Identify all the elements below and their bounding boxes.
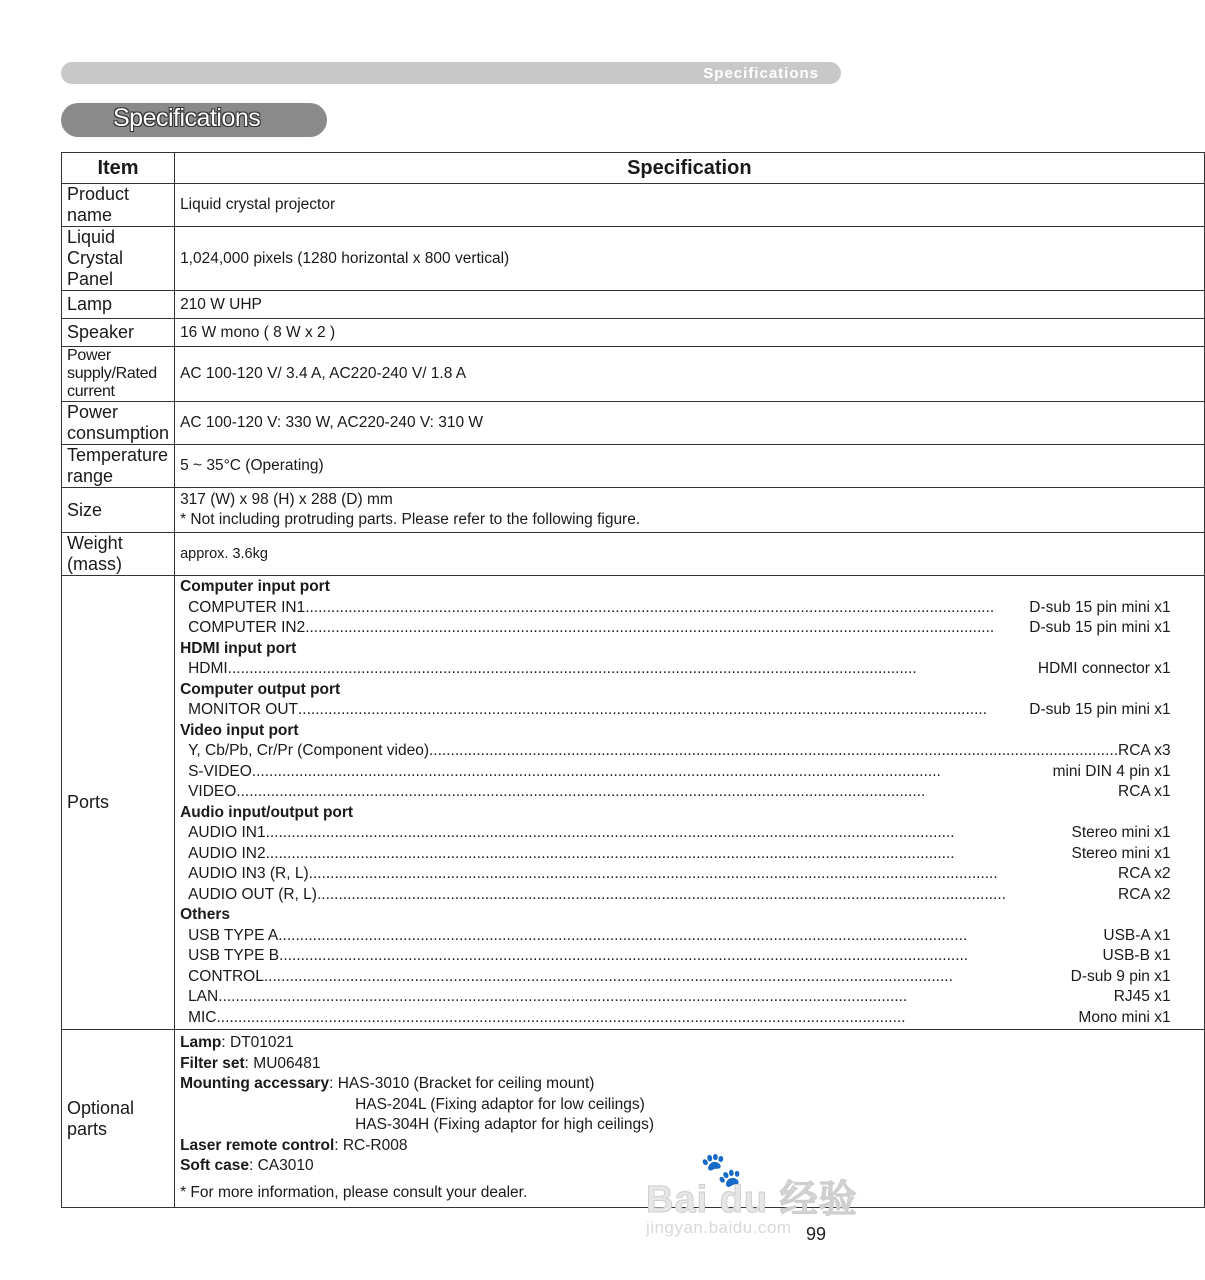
opt-lamp-value: : DT01021: [221, 1034, 294, 1051]
port-value: USB-B x1: [1102, 947, 1171, 964]
port-entry: [180, 598, 1199, 619]
opt-case-value: : CA3010: [248, 1157, 314, 1174]
opt-lamp: [180, 1033, 1199, 1054]
port-entry: [180, 823, 1199, 844]
opt-lamp-label: Lamp: [180, 1034, 222, 1051]
watermark-url: jingyan.baidu.com: [646, 1218, 792, 1237]
opt-filter: [180, 1054, 1199, 1075]
port-entry: [180, 1008, 1199, 1029]
page-title-pill: [61, 103, 327, 137]
port-entry: [180, 659, 1199, 680]
row-item: Weight (mass): [62, 533, 175, 576]
dot-leader: [429, 741, 1118, 762]
port-label: AUDIO IN1: [188, 824, 266, 841]
table-row: [62, 291, 1205, 319]
row-item: Product name: [62, 184, 175, 227]
dot-leader: [216, 1008, 1078, 1029]
row-value: AC 100-120 V: 330 W, AC220-240 V: 310 W: [175, 402, 1205, 445]
table-row-weight: [62, 533, 1205, 576]
port-value: RCA x3: [1118, 742, 1171, 759]
row-value: 210 W UHP: [175, 291, 1205, 319]
port-entry: [180, 844, 1199, 865]
dot-leader: [317, 885, 1118, 906]
row-item: Temperature range: [62, 445, 175, 488]
port-value: RCA x1: [1118, 783, 1171, 800]
port-label: S-VIDEO: [188, 762, 252, 780]
port-entry: [180, 946, 1199, 967]
table-row-size: [62, 488, 1205, 533]
port-value: D-sub 15 pin mini x1: [1029, 701, 1171, 718]
table-row: [62, 227, 1205, 291]
header-bar: [61, 62, 841, 84]
dot-leader: [236, 782, 1118, 803]
table-row: [62, 347, 1205, 402]
port-value: Stereo mini x1: [1071, 844, 1171, 862]
dot-leader: [218, 987, 1114, 1008]
port-section-title: Audio input/output port: [180, 803, 354, 821]
port-label: MIC: [188, 1008, 217, 1026]
header-item: Item: [62, 153, 175, 184]
dot-leader: [266, 844, 1072, 865]
table-row: [62, 319, 1205, 347]
port-label: MONITOR OUT: [188, 701, 298, 718]
table-row: [62, 184, 1205, 227]
row-item: Power supply/Rated current: [62, 347, 175, 402]
port-section-title: Others: [180, 906, 231, 923]
table-row-ports: [62, 576, 1205, 1030]
port-label: USB TYPE B: [188, 947, 280, 964]
page-number: 99: [806, 1224, 827, 1244]
row-item: Ports: [62, 576, 175, 1030]
opt-mount-value: HAS-304H (Fixing adaptor for high ceilings): [355, 1116, 655, 1133]
table-row: [62, 402, 1205, 445]
port-entry: [180, 618, 1199, 639]
paw-icon: 🐾: [700, 1151, 743, 1189]
table-row: [62, 445, 1205, 488]
page-title: Specifications: [113, 104, 261, 132]
row-item: Optional parts: [62, 1030, 175, 1208]
dot-leader: [278, 926, 1103, 947]
port-entry: [180, 762, 1199, 783]
port-entry: [180, 864, 1199, 885]
row-value: 5 ~ 35°C (Operating): [175, 445, 1205, 488]
port-value: RCA x2: [1118, 885, 1171, 903]
opt-case-label: Soft case: [180, 1157, 249, 1174]
port-entry: [180, 885, 1199, 906]
dot-leader: [305, 618, 1029, 639]
port-value: RJ45 x1: [1113, 988, 1171, 1005]
port-value: RCA x2: [1118, 865, 1171, 882]
dot-leader: [309, 864, 1118, 885]
port-value: D-sub 15 pin mini x1: [1029, 619, 1171, 636]
port-label: COMPUTER IN1: [188, 598, 306, 616]
port-label: AUDIO OUT (R, L): [188, 885, 317, 903]
port-label: CONTROL: [188, 967, 264, 985]
opt-laser-value: : RC-R008: [334, 1136, 408, 1154]
port-value: Stereo mini x1: [1071, 824, 1171, 841]
port-label: HDMI: [188, 660, 228, 677]
port-section-title: Video input port: [180, 721, 299, 739]
row-item: Lamp: [62, 291, 175, 319]
size-note: * Not including protruding parts. Please refer to the following figure.: [180, 511, 641, 528]
opt-mount-label: Mounting accessary: [180, 1075, 330, 1092]
row-item: Power consumption: [62, 402, 175, 445]
dot-leader: [298, 700, 1029, 721]
port-label: Y, Cb/Pb, Cr/Pr (Component video): [188, 742, 429, 759]
opt-filter-value: : MU06481: [244, 1054, 321, 1072]
port-label: AUDIO IN3 (R, L): [188, 865, 309, 882]
opt-filter-label: Filter set: [180, 1054, 245, 1072]
dot-leader: [252, 762, 1053, 783]
row-value: 1,024,000 pixels (1280 horizontal x 800 vertical): [175, 227, 1205, 291]
port-entry: [180, 700, 1199, 721]
opt-note: * For more information, please consult your dealer.: [180, 1183, 528, 1201]
port-entry: [180, 967, 1199, 988]
port-section-title: Computer input port: [180, 578, 330, 595]
dot-leader: [264, 967, 1071, 988]
port-value: HDMI connector x1: [1037, 660, 1171, 677]
header-specification: Specification: [175, 153, 1205, 184]
header-section-label: Specifications: [703, 65, 819, 82]
port-label: COMPUTER IN2: [188, 619, 306, 636]
opt-mount-value: : HAS-3010 (Bracket for ceiling mount): [329, 1075, 595, 1092]
opt-mount: [180, 1074, 1199, 1095]
port-value: D-sub 9 pin x1: [1070, 967, 1171, 985]
port-value: Mono mini x1: [1078, 1008, 1171, 1026]
port-entry: [180, 926, 1199, 947]
opt-laser-label: Laser remote control: [180, 1136, 335, 1154]
row-value: AC 100-120 V/ 3.4 A, AC220-240 V/ 1.8 A: [175, 347, 1205, 402]
row-item: Liquid Crystal Panel: [62, 227, 175, 291]
port-value: D-sub 15 pin mini x1: [1029, 598, 1171, 616]
port-section-title: Computer output port: [180, 680, 341, 698]
row-value: 16 W mono ( 8 W x 2 ): [175, 319, 1205, 347]
row-value: approx. 3.6kg: [175, 533, 1205, 576]
port-label: VIDEO: [188, 783, 237, 800]
ports-list: [175, 576, 1205, 1030]
row-value: Liquid crystal projector: [175, 184, 1205, 227]
row-item: Size: [62, 488, 175, 533]
port-entry: [180, 987, 1199, 1008]
port-value: mini DIN 4 pin x1: [1052, 762, 1171, 780]
row-value: [175, 488, 1205, 533]
size-dimensions: 317 (W) x 98 (H) x 288 (D) mm: [180, 490, 393, 508]
specifications-table: [61, 152, 1205, 1208]
opt-mount-value: HAS-204L (Fixing adaptor for low ceilings): [355, 1095, 645, 1113]
dot-leader: [279, 946, 1102, 967]
port-label: USB TYPE A: [188, 926, 279, 944]
table-row-optional: [62, 1030, 1205, 1208]
port-entry: [180, 782, 1199, 803]
table-header-row: [62, 153, 1205, 184]
baidu-watermark: [640, 1150, 860, 1260]
row-item: Speaker: [62, 319, 175, 347]
port-section-title: HDMI input port: [180, 639, 297, 657]
port-label: LAN: [188, 988, 219, 1005]
watermark-logo: Bai du 经验: [646, 1179, 858, 1221]
dot-leader: [305, 598, 1029, 619]
port-value: USB-A x1: [1103, 926, 1171, 944]
port-entry: [180, 741, 1199, 762]
dot-leader: [266, 823, 1072, 844]
dot-leader: [228, 659, 1038, 680]
port-label: AUDIO IN2: [188, 844, 266, 862]
